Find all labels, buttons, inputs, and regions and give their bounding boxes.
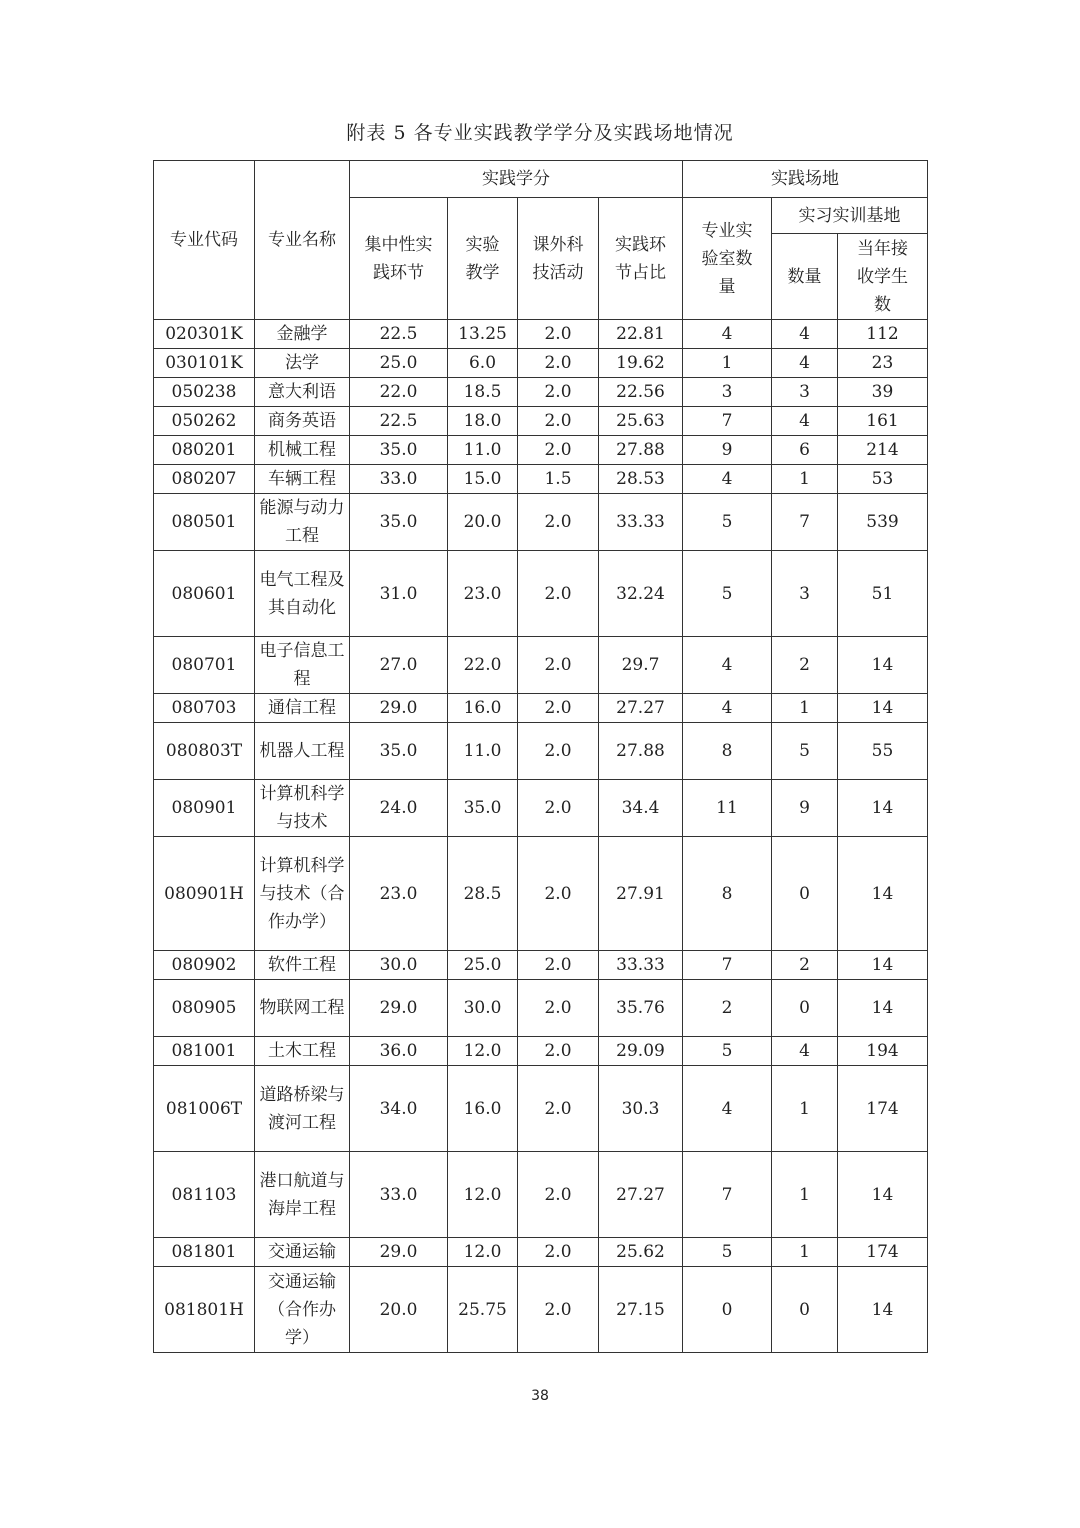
row-code: 030101K: [154, 349, 255, 378]
row-concentrated: 35.0: [350, 436, 448, 465]
row-labs: 7: [683, 1152, 772, 1238]
row-students: 39: [838, 378, 928, 407]
table-row: [154, 1037, 928, 1066]
row-experiment: 30.0: [448, 980, 518, 1037]
row-extracurricular: 2.0: [518, 837, 599, 951]
row-labs: 8: [683, 723, 772, 780]
row-labs: 4: [683, 320, 772, 349]
row-students: 14: [838, 780, 928, 837]
row-concentrated: 23.0: [350, 837, 448, 951]
row-bases-count: 9: [772, 780, 838, 837]
row-code: 080201: [154, 436, 255, 465]
row-extracurricular: 2.0: [518, 980, 599, 1037]
row-code: 081001: [154, 1037, 255, 1066]
row-code: 081103: [154, 1152, 255, 1238]
table-row: [154, 1066, 928, 1152]
row-students: 55: [838, 723, 928, 780]
table-row: [154, 407, 928, 436]
row-extracurricular: 2.0: [518, 637, 599, 694]
row-extracurricular: 2.0: [518, 1267, 599, 1353]
row-name: 计算机科学与技术: [255, 780, 350, 837]
row-extracurricular: 2.0: [518, 1152, 599, 1238]
row-bases-count: 2: [772, 951, 838, 980]
table-row: [154, 465, 928, 494]
table-row: [154, 436, 928, 465]
row-ratio: 19.62: [599, 349, 683, 378]
row-experiment: 35.0: [448, 780, 518, 837]
row-bases-count: 1: [772, 1066, 838, 1152]
row-bases-count: 4: [772, 349, 838, 378]
row-experiment: 12.0: [448, 1037, 518, 1066]
row-labs: 0: [683, 1267, 772, 1353]
row-experiment: 6.0: [448, 349, 518, 378]
row-students: 112: [838, 320, 928, 349]
row-bases-count: 2: [772, 637, 838, 694]
row-extracurricular: 2.0: [518, 551, 599, 637]
row-concentrated: 22.5: [350, 320, 448, 349]
row-extracurricular: 1.5: [518, 465, 599, 494]
row-ratio: 33.33: [599, 951, 683, 980]
row-ratio: 30.3: [599, 1066, 683, 1152]
row-experiment: 25.0: [448, 951, 518, 980]
row-bases-count: 0: [772, 980, 838, 1037]
row-students: 14: [838, 837, 928, 951]
row-labs: 4: [683, 637, 772, 694]
row-labs: 8: [683, 837, 772, 951]
row-concentrated: 22.0: [350, 378, 448, 407]
row-experiment: 18.5: [448, 378, 518, 407]
row-name: 物联网工程: [255, 980, 350, 1037]
row-experiment: 23.0: [448, 551, 518, 637]
row-ratio: 35.76: [599, 980, 683, 1037]
row-experiment: 12.0: [448, 1152, 518, 1238]
row-extracurricular: 2.0: [518, 320, 599, 349]
row-code: 080901: [154, 780, 255, 837]
row-extracurricular: 2.0: [518, 694, 599, 723]
row-code: 080501: [154, 494, 255, 551]
header-concentrated: 集中性实践环节: [350, 198, 448, 320]
row-name: 计算机科学与技术（合作办学）: [255, 837, 350, 951]
table-row: [154, 349, 928, 378]
row-labs: 2: [683, 980, 772, 1037]
row-extracurricular: 2.0: [518, 494, 599, 551]
row-concentrated: 25.0: [350, 349, 448, 378]
page-number: 38: [531, 1388, 549, 1404]
row-concentrated: 30.0: [350, 951, 448, 980]
row-code: 080601: [154, 551, 255, 637]
row-experiment: 16.0: [448, 1066, 518, 1152]
row-name: 车辆工程: [255, 465, 350, 494]
row-name: 土木工程: [255, 1037, 350, 1066]
row-bases-count: 7: [772, 494, 838, 551]
row-code: 020301K: [154, 320, 255, 349]
row-concentrated: 29.0: [350, 694, 448, 723]
table-row: [154, 320, 928, 349]
row-students: 14: [838, 1267, 928, 1353]
row-concentrated: 36.0: [350, 1037, 448, 1066]
row-labs: 4: [683, 465, 772, 494]
table-row: [154, 551, 928, 637]
row-students: 53: [838, 465, 928, 494]
row-labs: 5: [683, 494, 772, 551]
header-ratio: 实践环节占比: [599, 198, 683, 320]
row-ratio: 29.7: [599, 637, 683, 694]
table-row: [154, 780, 928, 837]
practice-credits-table: [153, 160, 928, 1353]
row-labs: 7: [683, 951, 772, 980]
row-experiment: 28.5: [448, 837, 518, 951]
row-name: 法学: [255, 349, 350, 378]
row-code: 080701: [154, 637, 255, 694]
row-ratio: 27.27: [599, 1152, 683, 1238]
row-name: 交通运输（合作办学）: [255, 1267, 350, 1353]
row-experiment: 22.0: [448, 637, 518, 694]
row-labs: 3: [683, 378, 772, 407]
row-bases-count: 0: [772, 837, 838, 951]
row-labs: 5: [683, 551, 772, 637]
row-labs: 9: [683, 436, 772, 465]
row-code: 080207: [154, 465, 255, 494]
row-concentrated: 24.0: [350, 780, 448, 837]
row-ratio: 22.81: [599, 320, 683, 349]
row-bases-count: 0: [772, 1267, 838, 1353]
row-extracurricular: 2.0: [518, 1037, 599, 1066]
row-students: 23: [838, 349, 928, 378]
header-bases-group: 实习实训基地: [772, 198, 928, 234]
row-name: 电子信息工程: [255, 637, 350, 694]
row-name: 道路桥梁与渡河工程: [255, 1066, 350, 1152]
row-name: 意大利语: [255, 378, 350, 407]
row-ratio: 27.27: [599, 694, 683, 723]
row-students: 214: [838, 436, 928, 465]
row-labs: 4: [683, 1066, 772, 1152]
row-students: 14: [838, 951, 928, 980]
row-name: 商务英语: [255, 407, 350, 436]
row-ratio: 28.53: [599, 465, 683, 494]
row-concentrated: 29.0: [350, 1238, 448, 1267]
row-labs: 4: [683, 694, 772, 723]
row-students: 14: [838, 980, 928, 1037]
row-concentrated: 27.0: [350, 637, 448, 694]
row-students: 194: [838, 1037, 928, 1066]
row-experiment: 25.75: [448, 1267, 518, 1353]
row-extracurricular: 2.0: [518, 378, 599, 407]
table-row: [154, 837, 928, 951]
row-name: 电气工程及其自动化: [255, 551, 350, 637]
row-labs: 7: [683, 407, 772, 436]
row-bases-count: 6: [772, 436, 838, 465]
header-extracurricular: 课外科技活动: [518, 198, 599, 320]
row-students: 539: [838, 494, 928, 551]
row-extracurricular: 2.0: [518, 1238, 599, 1267]
row-ratio: 27.88: [599, 436, 683, 465]
row-concentrated: 31.0: [350, 551, 448, 637]
row-ratio: 27.15: [599, 1267, 683, 1353]
row-ratio: 22.56: [599, 378, 683, 407]
row-name: 软件工程: [255, 951, 350, 980]
row-students: 14: [838, 694, 928, 723]
header-credits-group: 实践学分: [350, 161, 683, 198]
row-students: 51: [838, 551, 928, 637]
row-bases-count: 3: [772, 378, 838, 407]
row-code: 080703: [154, 694, 255, 723]
row-name: 港口航道与海岸工程: [255, 1152, 350, 1238]
row-experiment: 12.0: [448, 1238, 518, 1267]
row-experiment: 18.0: [448, 407, 518, 436]
row-name: 交通运输: [255, 1238, 350, 1267]
row-bases-count: 1: [772, 1152, 838, 1238]
header-sites-group: 实践场地: [683, 161, 928, 198]
row-ratio: 33.33: [599, 494, 683, 551]
row-experiment: 13.25: [448, 320, 518, 349]
table-row: [154, 723, 928, 780]
row-bases-count: 1: [772, 694, 838, 723]
row-concentrated: 29.0: [350, 980, 448, 1037]
table-row: [154, 1152, 928, 1238]
row-extracurricular: 2.0: [518, 407, 599, 436]
row-experiment: 20.0: [448, 494, 518, 551]
row-students: 174: [838, 1066, 928, 1152]
table-row: [154, 1267, 928, 1353]
row-ratio: 29.09: [599, 1037, 683, 1066]
row-labs: 5: [683, 1037, 772, 1066]
row-name: 能源与动力工程: [255, 494, 350, 551]
row-concentrated: 35.0: [350, 723, 448, 780]
header-bases-students: 当年接收学生数: [838, 234, 928, 320]
table-row: [154, 378, 928, 407]
table-row: [154, 637, 928, 694]
row-ratio: 32.24: [599, 551, 683, 637]
header-name: 专业名称: [255, 161, 350, 320]
row-ratio: 25.63: [599, 407, 683, 436]
row-bases-count: 4: [772, 407, 838, 436]
row-extracurricular: 2.0: [518, 436, 599, 465]
row-code: 080905: [154, 980, 255, 1037]
row-concentrated: 33.0: [350, 1152, 448, 1238]
row-students: 14: [838, 637, 928, 694]
row-ratio: 34.4: [599, 780, 683, 837]
table-row: [154, 1238, 928, 1267]
row-concentrated: 20.0: [350, 1267, 448, 1353]
header-bases-count: 数量: [772, 234, 838, 320]
table-row: [154, 980, 928, 1037]
row-extracurricular: 2.0: [518, 349, 599, 378]
row-bases-count: 1: [772, 1238, 838, 1267]
row-ratio: 25.62: [599, 1238, 683, 1267]
row-labs: 1: [683, 349, 772, 378]
row-concentrated: 35.0: [350, 494, 448, 551]
table-title: 附表 5 各专业实践教学学分及实践场地情况: [346, 122, 734, 144]
row-code: 081006T: [154, 1066, 255, 1152]
row-bases-count: 4: [772, 1037, 838, 1066]
table-row: [154, 694, 928, 723]
row-students: 161: [838, 407, 928, 436]
row-ratio: 27.91: [599, 837, 683, 951]
row-concentrated: 34.0: [350, 1066, 448, 1152]
row-bases-count: 4: [772, 320, 838, 349]
row-experiment: 15.0: [448, 465, 518, 494]
row-code: 050262: [154, 407, 255, 436]
row-name: 通信工程: [255, 694, 350, 723]
row-bases-count: 5: [772, 723, 838, 780]
header-experiment: 实验教学: [448, 198, 518, 320]
row-experiment: 11.0: [448, 723, 518, 780]
row-experiment: 11.0: [448, 436, 518, 465]
row-code: 080901H: [154, 837, 255, 951]
row-code: 080902: [154, 951, 255, 980]
row-bases-count: 1: [772, 465, 838, 494]
row-name: 金融学: [255, 320, 350, 349]
table-row: [154, 951, 928, 980]
row-labs: 5: [683, 1238, 772, 1267]
table-row: [154, 494, 928, 551]
row-code: 081801: [154, 1238, 255, 1267]
row-experiment: 16.0: [448, 694, 518, 723]
row-code: 050238: [154, 378, 255, 407]
header-labs: 专业实验室数量: [683, 198, 772, 320]
row-students: 14: [838, 1152, 928, 1238]
row-ratio: 27.88: [599, 723, 683, 780]
row-extracurricular: 2.0: [518, 723, 599, 780]
row-extracurricular: 2.0: [518, 951, 599, 980]
row-extracurricular: 2.0: [518, 1066, 599, 1152]
row-code: 080803T: [154, 723, 255, 780]
row-bases-count: 3: [772, 551, 838, 637]
row-labs: 11: [683, 780, 772, 837]
row-code: 081801H: [154, 1267, 255, 1353]
header-code: 专业代码: [154, 161, 255, 320]
row-concentrated: 22.5: [350, 407, 448, 436]
row-students: 174: [838, 1238, 928, 1267]
row-concentrated: 33.0: [350, 465, 448, 494]
row-name: 机器人工程: [255, 723, 350, 780]
row-extracurricular: 2.0: [518, 780, 599, 837]
row-name: 机械工程: [255, 436, 350, 465]
